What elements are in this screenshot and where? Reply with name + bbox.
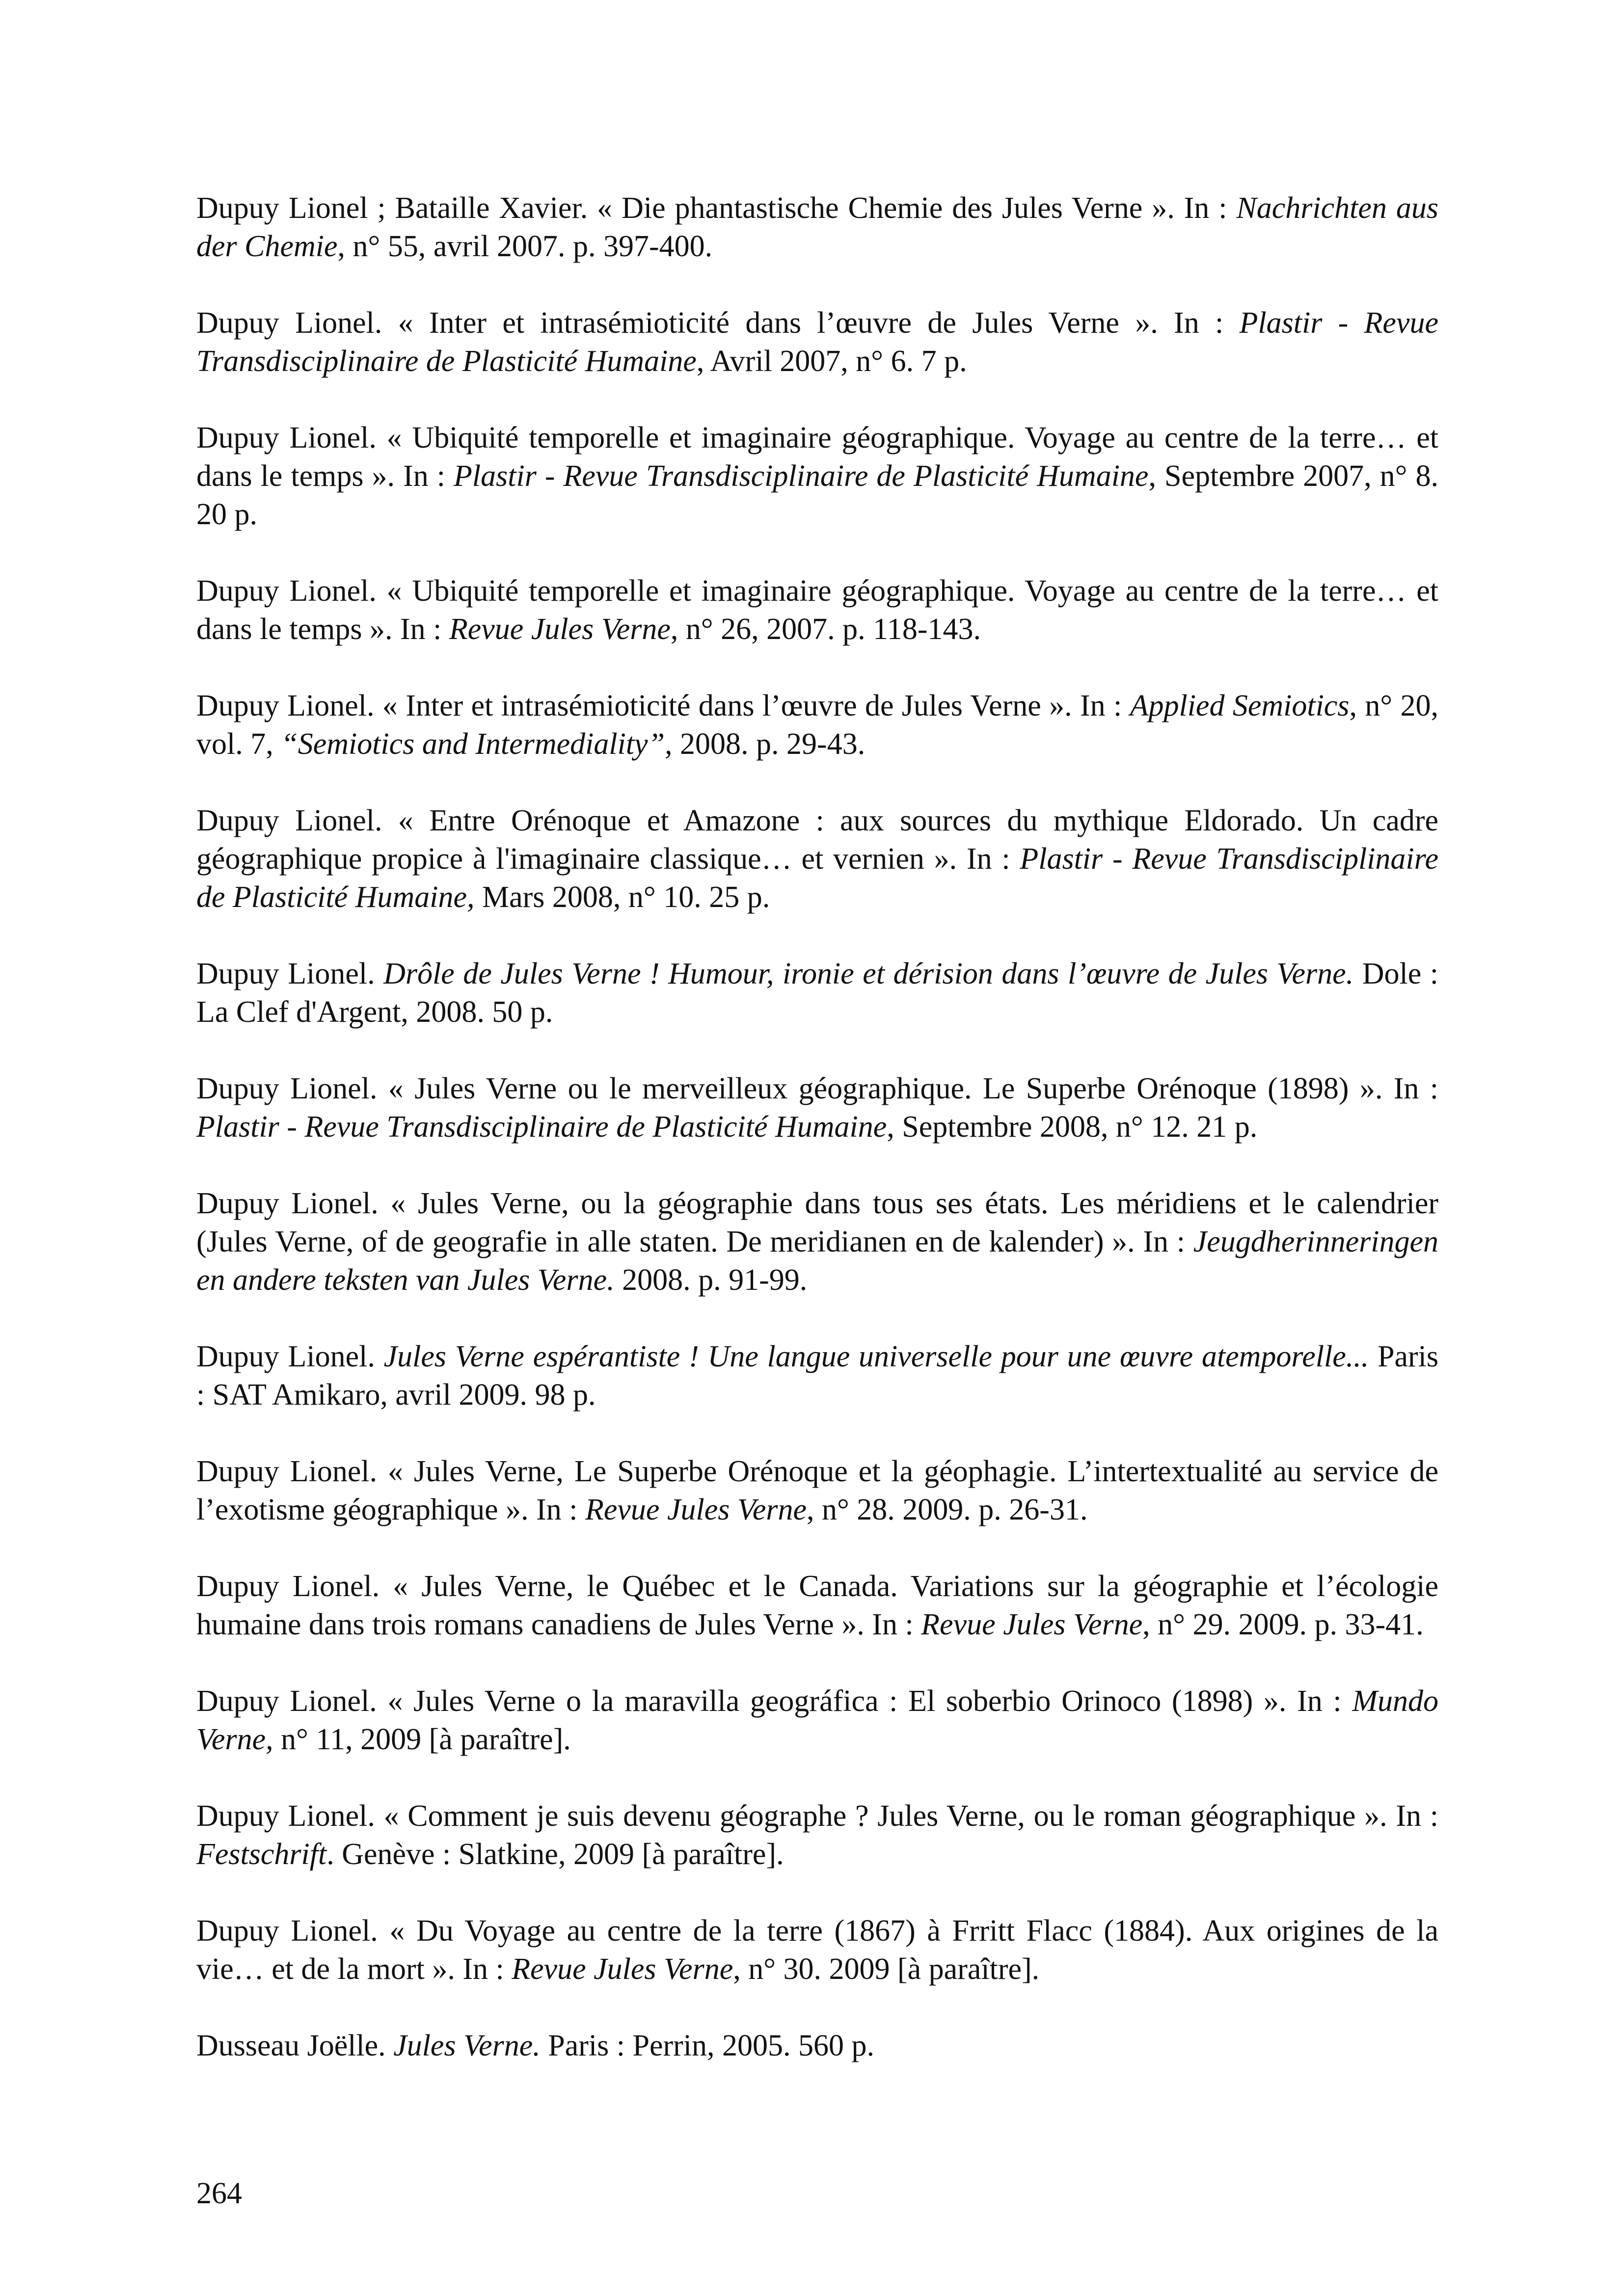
entry-title-italic: Revue Jules Verne [512, 1952, 733, 1986]
entry-title-italic: “Semiotics and Intermediality”, [281, 727, 673, 761]
bibliography-entry [196, 801, 1438, 916]
entry-title-italic: Plastir - Revue Transdisciplinaire de Plasticité Humaine [196, 1110, 887, 1144]
entry-text: Dupuy Lionel. « Jules Verne, Le Superbe Orénoque et la géophagie. L’intertextualité au service de l’exotisme géographique ». In : [196, 1455, 1438, 1526]
bibliography-list [196, 189, 1438, 2103]
entry-title-italic: Revue Jules Verne [921, 1608, 1143, 1641]
bibliography-entry [196, 1567, 1438, 1644]
entry-title-italic: Plastir - Revue Transdisciplinaire de Plasticité Humaine [196, 306, 1438, 378]
bibliography-entry [196, 572, 1438, 648]
bibliography-entry [196, 955, 1438, 1031]
entry-title-italic: Jeugdherinneringen en andere teksten van Jules Verne. [196, 1225, 1438, 1297]
entry-text: Dupuy Lionel. « Inter et intrasémioticité dans l’œuvre de Jules Verne ». In : [196, 306, 1240, 340]
entry-text: Dupuy Lionel. « Ubiquité temporelle et imaginaire géographique. Voyage au centre de la terre… et dans le temps ». In : [196, 574, 1438, 646]
entry-title-italic: Plastir - Revue Transdisciplinaire de Plasticité Humaine, [196, 842, 1438, 914]
entry-text: Dupuy Lionel. « Entre Orénoque et Amazone : aux sources du mythique Eldorado. Un cadre géographique propice à l'imaginaire classique… et vernien ». In : [196, 804, 1438, 876]
entry-title-italic: Mundo Verne, [196, 1684, 1438, 1756]
entry-text: 2008. p. 29-43. [672, 727, 866, 761]
bibliography-entry [196, 1912, 1438, 1988]
bibliography-entry [196, 1452, 1438, 1529]
entry-text: Dupuy Lionel. [196, 1340, 384, 1373]
entry-text: Dupuy Lionel. « Inter et intrasémioticité dans l’œuvre de Jules Verne ». In : [196, 689, 1130, 722]
entry-title-italic: Drôle de Jules Verne ! Humour, ironie et dérision dans l’œuvre de Jules Verne. [383, 957, 1354, 990]
entry-text: Mars 2008, n° 10. 25 p. [474, 881, 770, 914]
entry-title-italic: Jules Verne espérantiste ! Une langue universelle pour une œuvre atemporelle... [383, 1340, 1369, 1373]
entry-text: Dole : La Clef d'Argent, 2008. 50 p. [196, 957, 1438, 1029]
entry-text: , Septembre 2007, n° 8. 20 p. [196, 459, 1438, 531]
entry-title-italic: Revue Jules Verne [449, 613, 671, 646]
entry-text: Dupuy Lionel. « Comment je suis devenu géographe ? Jules Verne, ou le roman géographique ». In : [196, 1799, 1438, 1833]
bibliography-entry [196, 304, 1438, 380]
entry-text: , n° 30. 2009 [à paraître]. [733, 1952, 1040, 1986]
entry-title-italic: Festschrift [196, 1838, 327, 1871]
bibliography-entry [196, 1682, 1438, 1759]
entry-text: 2008. p. 91-99. [614, 1263, 808, 1297]
entry-text: Dupuy Lionel. [196, 957, 384, 990]
bibliography-entry [196, 1069, 1438, 1146]
entry-text: Paris : Perrin, 2005. 560 p. [540, 2029, 874, 2062]
entry-text: . Genève : Slatkine, 2009 [à paraître]. [326, 1838, 784, 1871]
entry-text: , Avril 2007, n° 6. 7 p. [696, 345, 967, 378]
entry-text: , n° 26, 2007. p. 118-143. [670, 613, 981, 646]
bibliography-entry [196, 1337, 1438, 1414]
entry-title-italic: Jules Verne. [393, 2029, 541, 2062]
bibliography-entry [196, 2027, 1438, 2065]
bibliography-entry [196, 1797, 1438, 1873]
entry-title-italic: Revue Jules Verne [585, 1493, 807, 1526]
entry-text: , n° 29. 2009. p. 33-41. [1142, 1608, 1424, 1641]
entry-text: Paris : SAT Amikaro, avril 2009. 98 p. [196, 1340, 1439, 1412]
entry-text: Dupuy Lionel ; Bataille Xavier. « Die phantastische Chemie des Jules Verne ». In : [196, 191, 1237, 225]
entry-title-italic: Applied Semiotics [1130, 689, 1350, 722]
entry-text: n° 11, 2009 [à paraître]. [273, 1723, 571, 1756]
page-number: 264 [196, 2177, 242, 2210]
bibliography-entry [196, 189, 1438, 266]
entry-text: , n° 55, avril 2007. p. 397-400. [337, 230, 713, 263]
entry-text: , Septembre 2008, n° 12. 21 p. [887, 1110, 1258, 1144]
entry-text: Dupuy Lionel. « Ubiquité temporelle et imaginaire géographique. Voyage au centre de la terre… et dans le temps ». In : [196, 421, 1438, 493]
entry-title-italic: Nachrichten aus der Chemie [196, 191, 1438, 263]
entry-text: , n° 28. 2009. p. 26-31. [807, 1493, 1088, 1526]
entry-title-italic: Plastir - Revue Transdisciplinaire de Plasticité Humaine [454, 459, 1149, 493]
entry-text: Dupuy Lionel. « Jules Verne, le Québec et le Canada. Variations sur la géographie et l’écologie humaine dans trois romans canadiens de Jules Verne ». In : [196, 1570, 1438, 1641]
entry-text: Dupuy Lionel. « Jules Verne, ou la géographie dans tous ses états. Les méridiens et le calendrier (Jules Verne, of de geografie in alle staten. De meridianen en de kalender) ». In : [196, 1187, 1438, 1258]
entry-text: Dupuy Lionel. « Jules Verne ou le merveilleux géographique. Le Superbe Orénoque (1898) ». In : [196, 1072, 1438, 1105]
entry-text: Dusseau Joëlle. [196, 2029, 394, 2062]
entry-text: Dupuy Lionel. « Jules Verne o la maravilla geográfica : El soberbio Orinoco (1898) ». In : [196, 1684, 1352, 1718]
bibliography-entry [196, 687, 1438, 763]
bibliography-entry [196, 419, 1438, 534]
bibliography-entry [196, 1184, 1438, 1299]
entry-text: Dupuy Lionel. « Du Voyage au centre de la terre (1867) à Frritt Flacc (1884). Aux origines de la vie… et de la mort ». In : [196, 1914, 1438, 1986]
entry-text: , n° 20, vol. 7, [196, 689, 1438, 761]
